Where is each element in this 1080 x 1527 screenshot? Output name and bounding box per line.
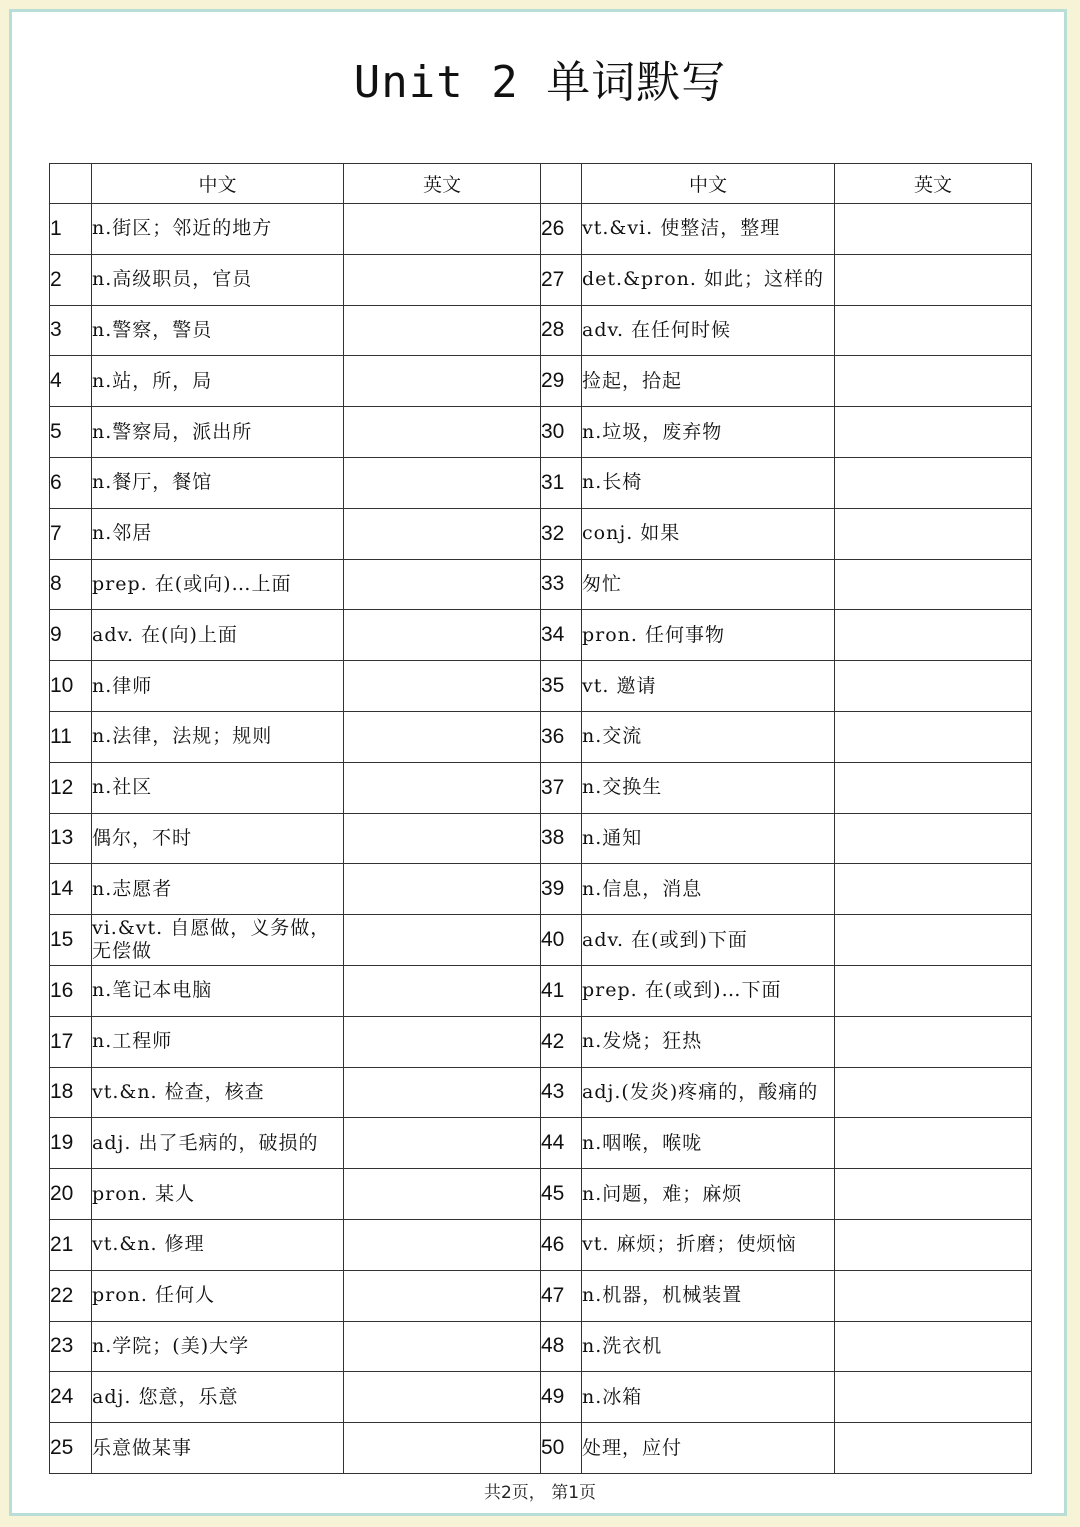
english-answer-blank[interactable] xyxy=(344,610,541,661)
chinese-meaning: n.志愿者 xyxy=(92,864,344,915)
word-number: 13 xyxy=(50,813,92,864)
chinese-meaning: n.律师 xyxy=(92,661,344,712)
english-answer-blank[interactable] xyxy=(344,1067,541,1118)
chinese-meaning: n.工程师 xyxy=(92,1016,344,1067)
chinese-meaning: n.警察，警员 xyxy=(92,305,344,356)
english-answer-blank[interactable] xyxy=(344,813,541,864)
chinese-meaning: adj. 出了毛病的，破损的 xyxy=(92,1118,344,1169)
chinese-meaning: n.交换生 xyxy=(582,762,835,813)
word-number: 21 xyxy=(50,1219,92,1270)
english-answer-blank[interactable] xyxy=(344,1423,541,1474)
word-number: 35 xyxy=(541,661,582,712)
word-number: 19 xyxy=(50,1118,92,1169)
word-number: 3 xyxy=(50,305,92,356)
word-number: 20 xyxy=(50,1169,92,1220)
word-number: 37 xyxy=(541,762,582,813)
english-answer-blank[interactable] xyxy=(344,1270,541,1321)
word-number: 22 xyxy=(50,1270,92,1321)
english-answer-blank[interactable] xyxy=(344,559,541,610)
word-number: 31 xyxy=(541,457,582,508)
word-number: 6 xyxy=(50,457,92,508)
word-number: 26 xyxy=(541,204,582,255)
page-title: Unit 2 单词默写 xyxy=(353,57,727,108)
table-row xyxy=(50,1321,1032,1372)
table-row xyxy=(50,1219,1032,1270)
word-number: 17 xyxy=(50,1016,92,1067)
table-row xyxy=(50,407,1032,458)
chinese-meaning: n.社区 xyxy=(92,762,344,813)
chinese-meaning: 乐意做某事 xyxy=(92,1423,344,1474)
word-number: 2 xyxy=(50,254,92,305)
chinese-meaning: prep. 在(或到)…下面 xyxy=(582,965,835,1016)
english-answer-blank[interactable] xyxy=(835,1067,1032,1118)
english-answer-blank[interactable] xyxy=(344,1118,541,1169)
english-answer-blank[interactable] xyxy=(835,204,1032,255)
chinese-meaning: n.笔记本电脑 xyxy=(92,965,344,1016)
word-number: 24 xyxy=(50,1372,92,1423)
chinese-meaning: adv. 在(向)上面 xyxy=(92,610,344,661)
word-number: 25 xyxy=(50,1423,92,1474)
word-number: 18 xyxy=(50,1067,92,1118)
word-number: 42 xyxy=(541,1016,582,1067)
word-number: 36 xyxy=(541,711,582,762)
header-number-left xyxy=(50,164,92,204)
word-number: 30 xyxy=(541,407,582,458)
header-chinese-right: 中文 xyxy=(582,164,835,204)
chinese-meaning: n.咽喉，喉咙 xyxy=(582,1118,835,1169)
english-answer-blank[interactable] xyxy=(344,965,541,1016)
table-row xyxy=(50,356,1032,407)
english-answer-blank[interactable] xyxy=(835,1270,1032,1321)
table-row xyxy=(50,915,1032,966)
word-number: 45 xyxy=(541,1169,582,1220)
word-number: 48 xyxy=(541,1321,582,1372)
english-answer-blank[interactable] xyxy=(344,1321,541,1372)
word-number: 43 xyxy=(541,1067,582,1118)
chinese-meaning: n.发烧；狂热 xyxy=(582,1016,835,1067)
table-row xyxy=(50,1169,1032,1220)
chinese-meaning: n.洗衣机 xyxy=(582,1321,835,1372)
table-row xyxy=(50,457,1032,508)
chinese-meaning: n.垃圾，废弃物 xyxy=(582,407,835,458)
table-row xyxy=(50,762,1032,813)
english-answer-blank[interactable] xyxy=(835,1219,1032,1270)
english-answer-blank[interactable] xyxy=(344,508,541,559)
english-answer-blank[interactable] xyxy=(835,305,1032,356)
table-row xyxy=(50,610,1032,661)
english-answer-blank[interactable] xyxy=(344,711,541,762)
chinese-meaning: n.餐厅，餐馆 xyxy=(92,457,344,508)
word-number: 1 xyxy=(50,204,92,255)
english-answer-blank[interactable] xyxy=(344,762,541,813)
english-answer-blank[interactable] xyxy=(835,915,1032,966)
word-number: 32 xyxy=(541,508,582,559)
header-english-left: 英文 xyxy=(344,164,541,204)
chinese-meaning: vt. 邀请 xyxy=(582,661,835,712)
chinese-meaning: prep. 在(或向)…上面 xyxy=(92,559,344,610)
english-answer-blank[interactable] xyxy=(344,864,541,915)
chinese-meaning: pron. 任何事物 xyxy=(582,610,835,661)
english-answer-blank[interactable] xyxy=(344,407,541,458)
table-row xyxy=(50,254,1032,305)
english-answer-blank[interactable] xyxy=(344,1169,541,1220)
table-row xyxy=(50,508,1032,559)
english-answer-blank[interactable] xyxy=(344,661,541,712)
english-answer-blank[interactable] xyxy=(344,254,541,305)
english-answer-blank[interactable] xyxy=(835,661,1032,712)
english-answer-blank[interactable] xyxy=(835,1118,1032,1169)
word-number: 4 xyxy=(50,356,92,407)
english-answer-blank[interactable] xyxy=(344,204,541,255)
chinese-meaning: pron. 某人 xyxy=(92,1169,344,1220)
table-row xyxy=(50,204,1032,255)
chinese-meaning: n.长椅 xyxy=(582,457,835,508)
chinese-meaning: adv. 在(或到)下面 xyxy=(582,915,835,966)
chinese-meaning: n.学院；(美)大学 xyxy=(92,1321,344,1372)
word-number: 9 xyxy=(50,610,92,661)
table-row xyxy=(50,1270,1032,1321)
table-header-row xyxy=(50,164,1032,204)
word-number: 11 xyxy=(50,711,92,762)
vocabulary-table xyxy=(49,163,1032,1474)
chinese-meaning: n.通知 xyxy=(582,813,835,864)
english-answer-blank[interactable] xyxy=(835,762,1032,813)
english-answer-blank[interactable] xyxy=(835,965,1032,1016)
word-number: 12 xyxy=(50,762,92,813)
chinese-meaning: n.邻居 xyxy=(92,508,344,559)
english-answer-blank[interactable] xyxy=(835,1423,1032,1474)
english-answer-blank[interactable] xyxy=(835,356,1032,407)
english-answer-blank[interactable] xyxy=(835,1321,1032,1372)
chinese-meaning: pron. 任何人 xyxy=(92,1270,344,1321)
chinese-meaning: adj.(发炎)疼痛的，酸痛的 xyxy=(582,1067,835,1118)
header-number-right xyxy=(541,164,582,204)
chinese-meaning: det.&pron. 如此；这样的 xyxy=(582,254,835,305)
english-answer-blank[interactable] xyxy=(835,1372,1032,1423)
chinese-meaning: vt.&vi. 使整洁，整理 xyxy=(582,204,835,255)
english-answer-blank[interactable] xyxy=(344,1372,541,1423)
chinese-meaning: vt. 麻烦；折磨；使烦恼 xyxy=(582,1219,835,1270)
english-answer-blank[interactable] xyxy=(835,457,1032,508)
word-number: 27 xyxy=(541,254,582,305)
chinese-meaning: 偶尔，不时 xyxy=(92,813,344,864)
table-row xyxy=(50,711,1032,762)
table-row xyxy=(50,965,1032,1016)
chinese-meaning: n.交流 xyxy=(582,711,835,762)
chinese-meaning: vi.&vt. 自愿做，义务做，无偿做 xyxy=(92,915,344,966)
word-number: 10 xyxy=(50,661,92,712)
table-row xyxy=(50,1423,1032,1474)
table-row xyxy=(50,1016,1032,1067)
english-answer-blank[interactable] xyxy=(835,508,1032,559)
word-number: 8 xyxy=(50,559,92,610)
english-answer-blank[interactable] xyxy=(835,711,1032,762)
word-number: 46 xyxy=(541,1219,582,1270)
chinese-meaning: n.机器，机械装置 xyxy=(582,1270,835,1321)
chinese-meaning: n.问题，难；麻烦 xyxy=(582,1169,835,1220)
word-number: 28 xyxy=(541,305,582,356)
english-answer-blank[interactable] xyxy=(344,915,541,966)
table-row xyxy=(50,1118,1032,1169)
chinese-meaning: n.警察局，派出所 xyxy=(92,407,344,458)
english-answer-blank[interactable] xyxy=(835,813,1032,864)
word-number: 14 xyxy=(50,864,92,915)
word-number: 41 xyxy=(541,965,582,1016)
word-number: 40 xyxy=(541,915,582,966)
table-row xyxy=(50,1067,1032,1118)
word-number: 44 xyxy=(541,1118,582,1169)
english-answer-blank[interactable] xyxy=(835,254,1032,305)
chinese-meaning: 匆忙 xyxy=(582,559,835,610)
word-number: 47 xyxy=(541,1270,582,1321)
chinese-meaning: conj. 如果 xyxy=(582,508,835,559)
word-number: 49 xyxy=(541,1372,582,1423)
word-number: 23 xyxy=(50,1321,92,1372)
chinese-meaning: 处理，应付 xyxy=(582,1423,835,1474)
word-number: 16 xyxy=(50,965,92,1016)
table-row xyxy=(50,813,1032,864)
table-row xyxy=(50,1372,1032,1423)
chinese-meaning: vt.&n. 检查，核查 xyxy=(92,1067,344,1118)
english-answer-blank[interactable] xyxy=(835,610,1032,661)
english-answer-blank[interactable] xyxy=(835,407,1032,458)
english-answer-blank[interactable] xyxy=(344,356,541,407)
chinese-meaning: n.信息，消息 xyxy=(582,864,835,915)
header-english-right: 英文 xyxy=(835,164,1032,204)
table-row xyxy=(50,305,1032,356)
english-answer-blank[interactable] xyxy=(835,1169,1032,1220)
word-number: 33 xyxy=(541,559,582,610)
table-row xyxy=(50,864,1032,915)
word-number: 50 xyxy=(541,1423,582,1474)
chinese-meaning: n.高级职员，官员 xyxy=(92,254,344,305)
word-number: 39 xyxy=(541,864,582,915)
english-answer-blank[interactable] xyxy=(835,559,1032,610)
table-row xyxy=(50,559,1032,610)
chinese-meaning: n.法律，法规；规则 xyxy=(92,711,344,762)
word-number: 34 xyxy=(541,610,582,661)
table-row xyxy=(50,661,1032,712)
header-chinese-left: 中文 xyxy=(92,164,344,204)
english-answer-blank[interactable] xyxy=(835,1016,1032,1067)
chinese-meaning: n.站，所，局 xyxy=(92,356,344,407)
chinese-meaning: n.街区；邻近的地方 xyxy=(92,204,344,255)
chinese-meaning: adv. 在任何时候 xyxy=(582,305,835,356)
word-number: 29 xyxy=(541,356,582,407)
chinese-meaning: 捡起，拾起 xyxy=(582,356,835,407)
english-answer-blank[interactable] xyxy=(344,457,541,508)
chinese-meaning: n.冰箱 xyxy=(582,1372,835,1423)
english-answer-blank[interactable] xyxy=(344,1016,541,1067)
page-footer: 共2页， 第1页 xyxy=(483,1483,597,1503)
word-number: 7 xyxy=(50,508,92,559)
chinese-meaning: vt.&n. 修理 xyxy=(92,1219,344,1270)
english-answer-blank[interactable] xyxy=(835,864,1032,915)
word-number: 5 xyxy=(50,407,92,458)
chinese-meaning: adj. 您意，乐意 xyxy=(92,1372,344,1423)
word-number: 38 xyxy=(541,813,582,864)
english-answer-blank[interactable] xyxy=(344,1219,541,1270)
word-number: 15 xyxy=(50,915,92,966)
english-answer-blank[interactable] xyxy=(344,305,541,356)
